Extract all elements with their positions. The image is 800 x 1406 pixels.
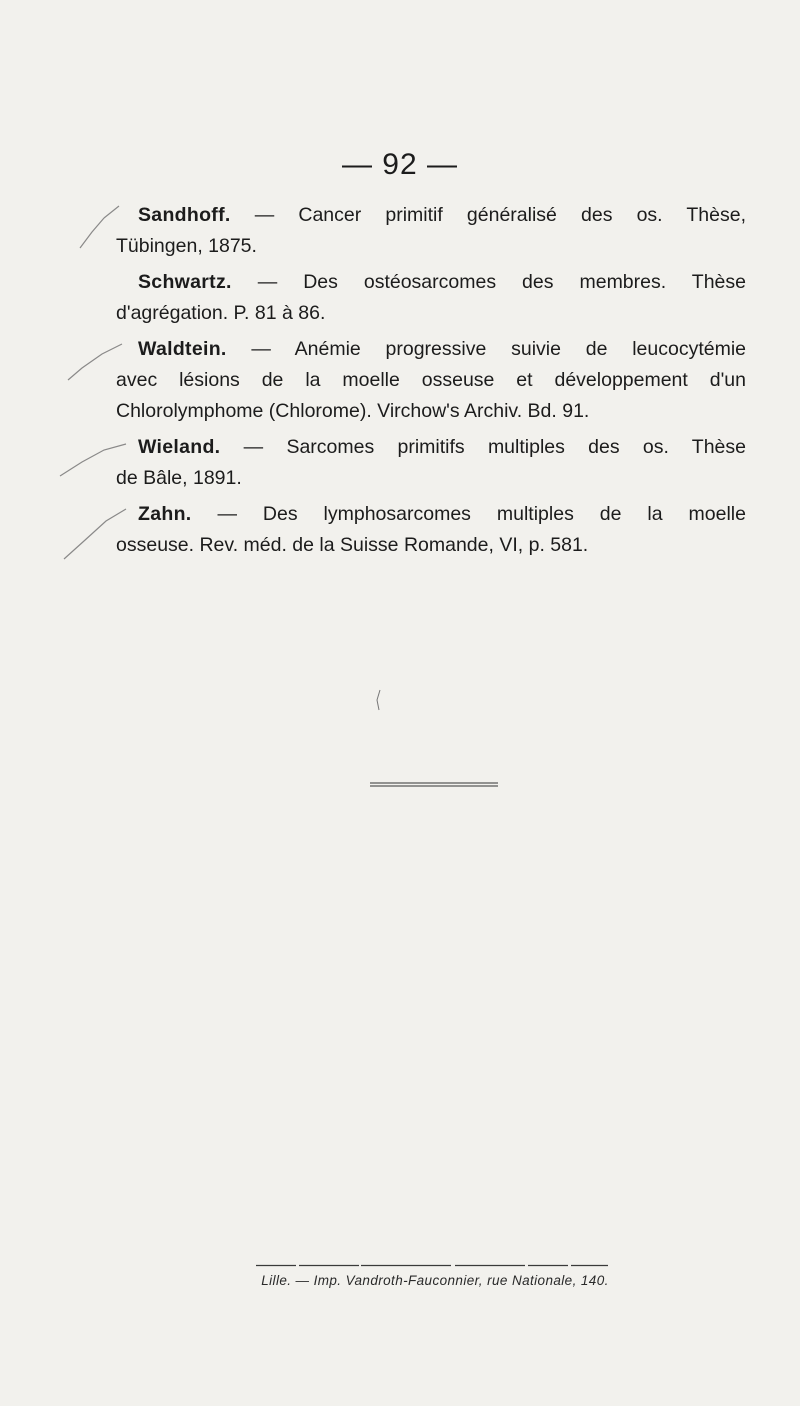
entry-continuation: d'agrégation. P. 81 à 86. <box>116 302 326 324</box>
entry-author: Waldtein. <box>138 338 227 360</box>
entry-continuation: avec lésions de la moelle osseuse et développement d'un Chlorolymphome (Chlorome). Virchow's Archiv. Bd. 91. <box>116 369 746 422</box>
entry-title-line: — Anémie progressive suivie de leucocytémie <box>226 338 746 360</box>
entry-continuation: Tübingen, 1875. <box>116 235 257 257</box>
bibliography-entry-waldtein <box>116 334 746 427</box>
entry-title-line: — Cancer primitif généralisé des os. Thèse, <box>230 204 746 226</box>
entry-title-line: — Sarcomes primitifs multiples des os. Thèse <box>220 436 746 458</box>
bibliography-entry-schwartz <box>116 267 746 329</box>
section-rule <box>370 782 498 787</box>
entry-author: Sandhoff. <box>138 204 231 226</box>
printer-imprint: Lille. — Imp. Vandroth-Fauconnier, rue Nationale, 140. <box>261 1273 609 1288</box>
entry-continuation: de Bâle, 1891. <box>116 467 242 489</box>
page-number: — 92 — <box>341 148 459 181</box>
pencil-stray-mark <box>372 688 386 712</box>
footer-rule <box>256 1264 608 1267</box>
bibliography-entry-sandhoff <box>116 200 746 262</box>
entry-author: Schwartz. <box>138 271 232 293</box>
entry-title-line: — Des ostéosarcomes des membres. Thèse <box>231 271 746 293</box>
bibliography-list <box>116 200 746 566</box>
bibliography-entry-zahn <box>116 499 746 561</box>
entry-continuation: osseuse. Rev. méd. de la Suisse Romande, VI, p. 581. <box>116 534 589 556</box>
bibliography-entry-wieland <box>116 432 746 494</box>
entry-author: Zahn. <box>138 503 192 525</box>
entry-title-line: — Des lymphosarcomes multiples de la moelle <box>191 503 746 525</box>
entry-author: Wieland. <box>138 436 221 458</box>
